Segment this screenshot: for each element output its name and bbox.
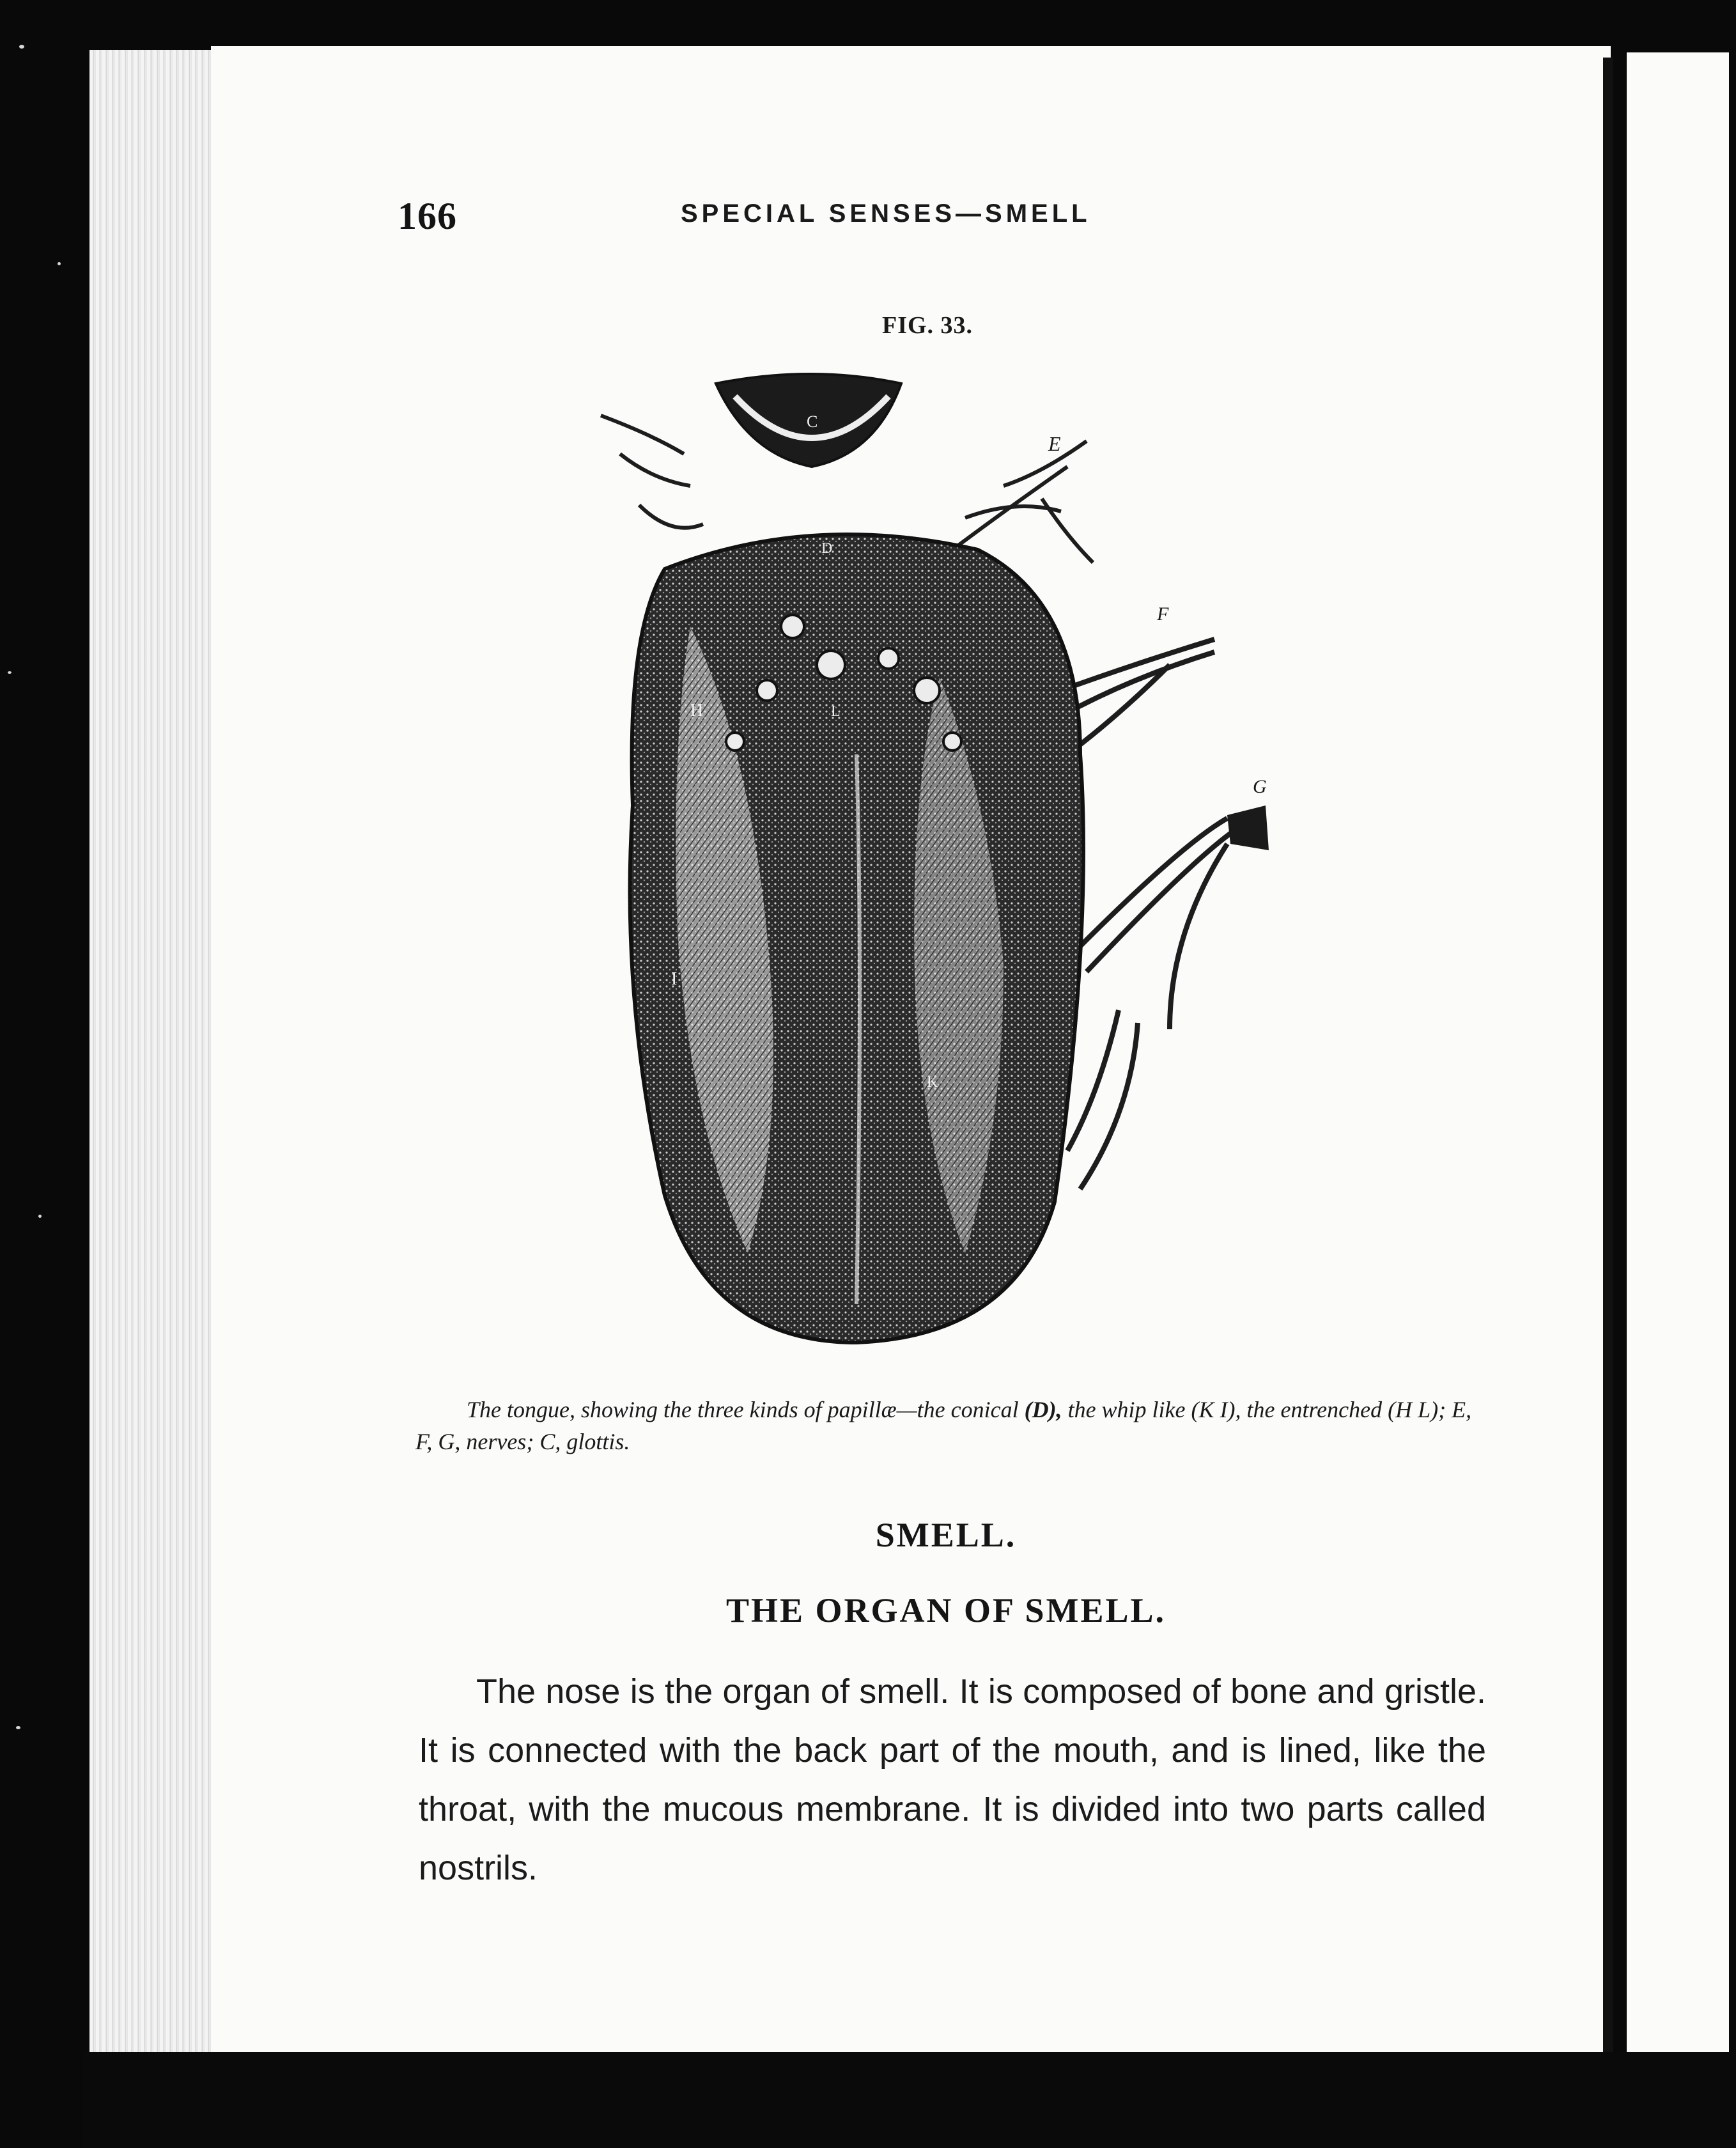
figure-letter-g: G <box>1253 776 1267 797</box>
nerve-left <box>601 416 703 528</box>
caption-ki: (K I), <box>1191 1397 1241 1422</box>
scan-speck <box>58 262 61 265</box>
caption-d: (D), <box>1024 1397 1062 1422</box>
running-head: SPECIAL SENSES—SMELL <box>681 199 1091 228</box>
caption-part-7: glottis. <box>566 1429 630 1454</box>
caption-hl: (H L); <box>1388 1397 1446 1422</box>
gutter-line <box>1603 58 1613 2052</box>
nerve-g <box>1067 818 1234 1189</box>
caption-part-4: E, F, G, <box>415 1397 1472 1454</box>
nerve-e <box>952 441 1093 563</box>
caption-part-1: The tongue, showing the three kinds of papillæ—the conical <box>467 1397 1019 1422</box>
heading-organ-of-smell: THE ORGAN OF SMELL. <box>725 1591 1166 1630</box>
caption-part-6: C, <box>539 1429 561 1454</box>
figure-letter-f: F <box>1157 603 1169 625</box>
figure-letter-c-top: C <box>807 412 818 431</box>
caption-part-5: nerves; <box>466 1429 534 1454</box>
book-page-edge <box>89 50 227 2057</box>
scan-speck <box>38 1215 42 1218</box>
figure-label: FIG. 33. <box>882 312 973 339</box>
figure-letter-k: K <box>927 1074 938 1091</box>
next-page-edge <box>1627 52 1729 2066</box>
figure-letter-l: L <box>831 703 841 720</box>
figure-caption <box>415 1394 1483 1458</box>
heading-smell: SMELL. <box>875 1516 1017 1554</box>
caption-part-2: the whip like <box>1067 1397 1186 1422</box>
nerve-g-end <box>1227 805 1269 850</box>
page-number: 166 <box>398 195 457 237</box>
scan-speck <box>16 1726 20 1729</box>
nerve-f <box>1061 639 1214 754</box>
figure-letter-e: E <box>1048 432 1061 455</box>
tongue-illustration <box>556 358 1349 1381</box>
figure-letter-h: H <box>690 701 704 720</box>
figure-letter-i: I <box>671 969 678 989</box>
scan-speck <box>8 671 12 674</box>
caption-part-3: the entrenched <box>1246 1397 1383 1422</box>
body-paragraph: The nose is the organ of smell. It is composed of bone and gristle. It is connected with the back part of the mouth, and is lined, like the throat, with the mucous membrane. It is divided into two parts called nostrils. <box>419 1672 1486 1887</box>
scan-speck <box>19 45 24 49</box>
bottom-shadow <box>83 2052 1736 2148</box>
figure-letter-d: D <box>821 540 833 557</box>
